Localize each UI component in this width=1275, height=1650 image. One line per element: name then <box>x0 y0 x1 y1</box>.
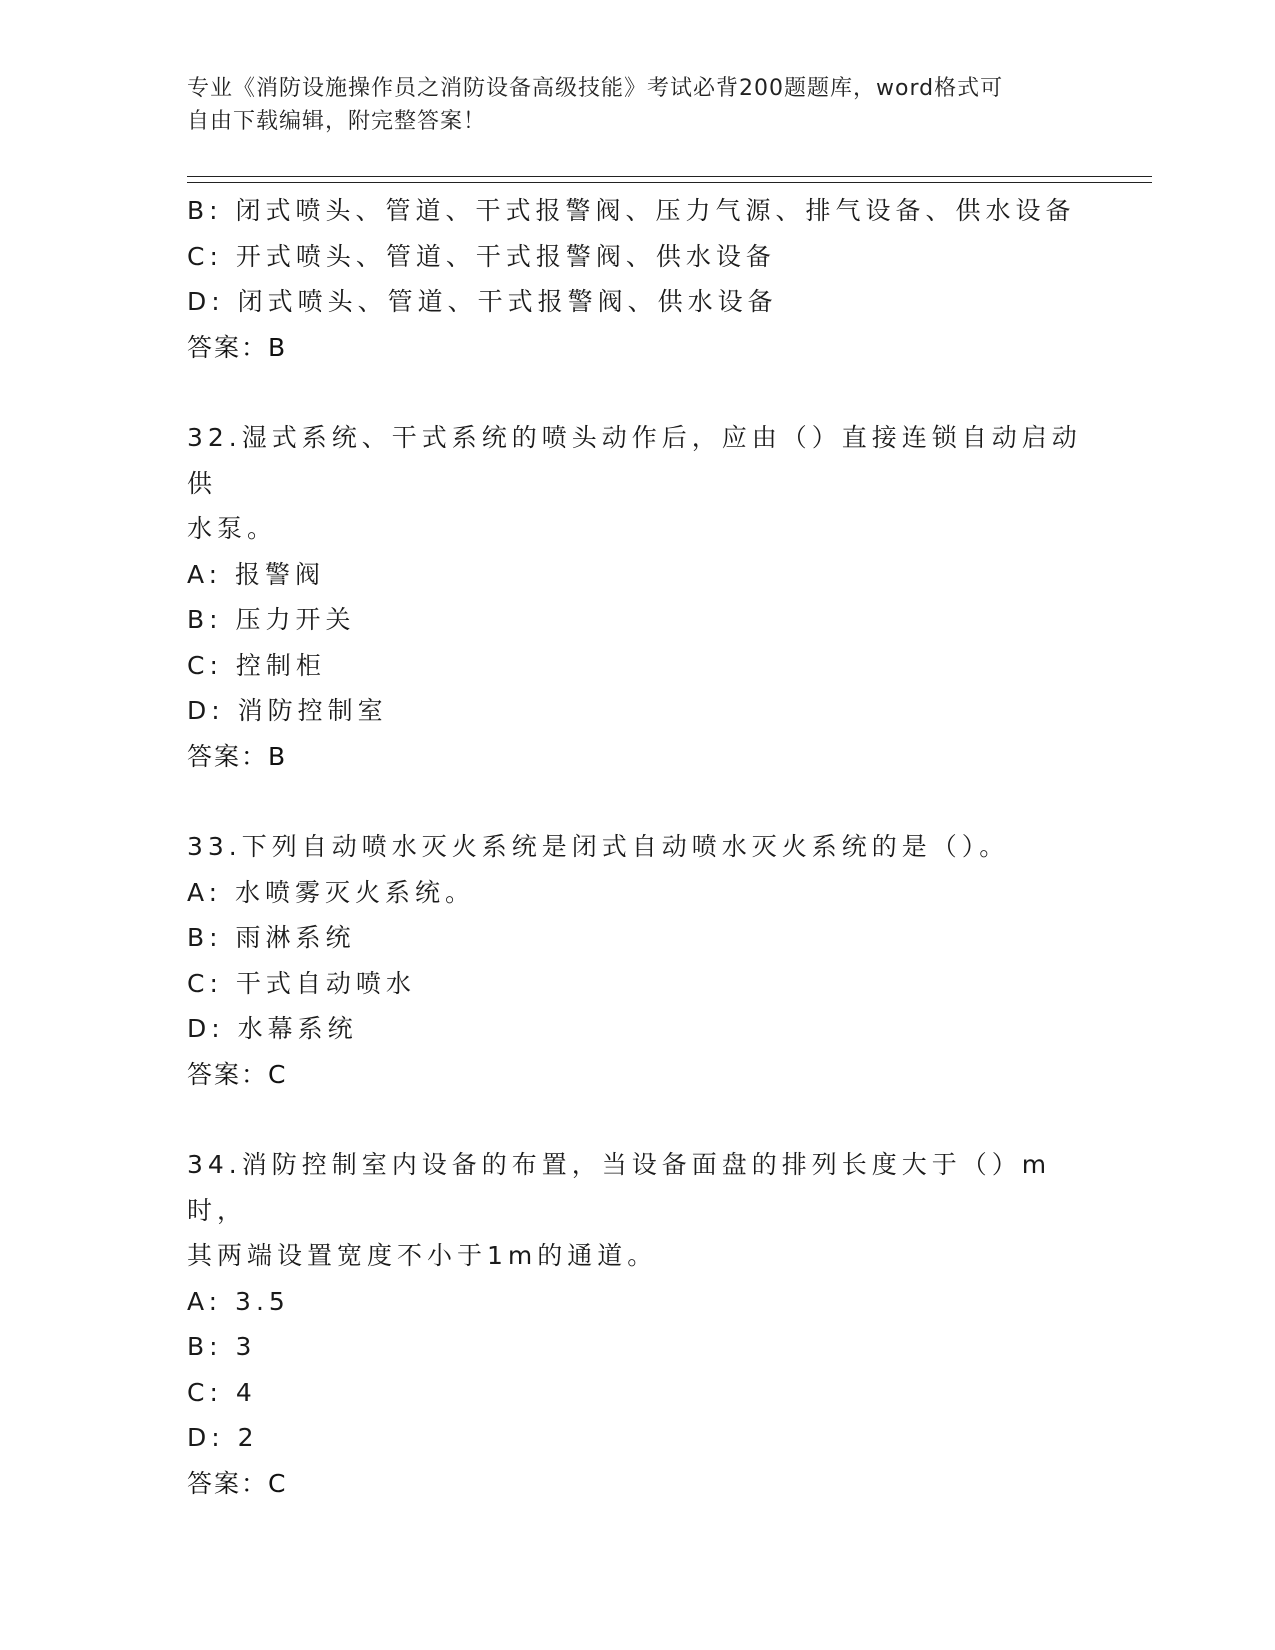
option-d: D: 2 <box>187 1423 259 1452</box>
header-divider <box>187 176 1152 183</box>
question-stem: 32.湿式系统、干式系统的喷头动作后，应由（）直接连锁自动启动供 <box>187 423 1082 498</box>
document-header <box>187 72 1067 138</box>
answer-label: 答案：B <box>187 332 288 362</box>
option-c: C: 干式自动喷水 <box>187 968 416 998</box>
option-d: D: 闭式喷头、管道、干式报警阀、供水设备 <box>187 287 778 316</box>
spacer <box>187 1097 1107 1142</box>
option-c: C: 4 <box>187 1377 257 1407</box>
option-c: C: 控制柜 <box>187 650 326 680</box>
question-stem: 其两端设置宽度不小于1m的通道。 <box>187 1241 658 1270</box>
option-a: A: 3.5 <box>187 1286 290 1316</box>
option-d: D: 水幕系统 <box>187 1014 358 1043</box>
option-a: A: 报警阀 <box>187 559 326 589</box>
spacer <box>187 779 1107 824</box>
header-line-1: 专业《消防设施操作员之消防设备高级技能》考试必背200题题库，word格式可 <box>187 76 1004 101</box>
question-stem: 33.下列自动喷水灭火系统是闭式自动喷水灭火系统的是（）。 <box>187 832 1010 861</box>
question-32 <box>187 415 1107 779</box>
option-a: A: 水喷雾灭火系统。 <box>187 877 476 907</box>
question-34 <box>187 1142 1107 1506</box>
option-b: B: 闭式喷头、管道、干式报警阀、压力气源、排气设备、供水设备 <box>187 196 1076 225</box>
answer-label: 答案：C <box>187 1468 288 1498</box>
answer-label: 答案：B <box>187 741 288 771</box>
question-stem: 34.消防控制室内设备的布置，当设备面盘的排列长度大于（）m时， <box>187 1150 1052 1225</box>
spacer <box>187 370 1107 415</box>
question-stem: 水泵。 <box>187 514 278 543</box>
question-31-continued <box>187 188 1107 370</box>
option-c: C: 开式喷头、管道、干式报警阀、供水设备 <box>187 241 776 271</box>
option-d: D: 消防控制室 <box>187 696 388 725</box>
header-line-2: 自由下载编辑，附完整答案！ <box>187 109 487 134</box>
answer-label: 答案：C <box>187 1059 288 1089</box>
question-33 <box>187 824 1107 1097</box>
document-body <box>187 188 1107 1506</box>
option-b: B: 压力开关 <box>187 605 356 634</box>
option-b: B: 3 <box>187 1332 257 1361</box>
option-b: B: 雨淋系统 <box>187 923 356 952</box>
